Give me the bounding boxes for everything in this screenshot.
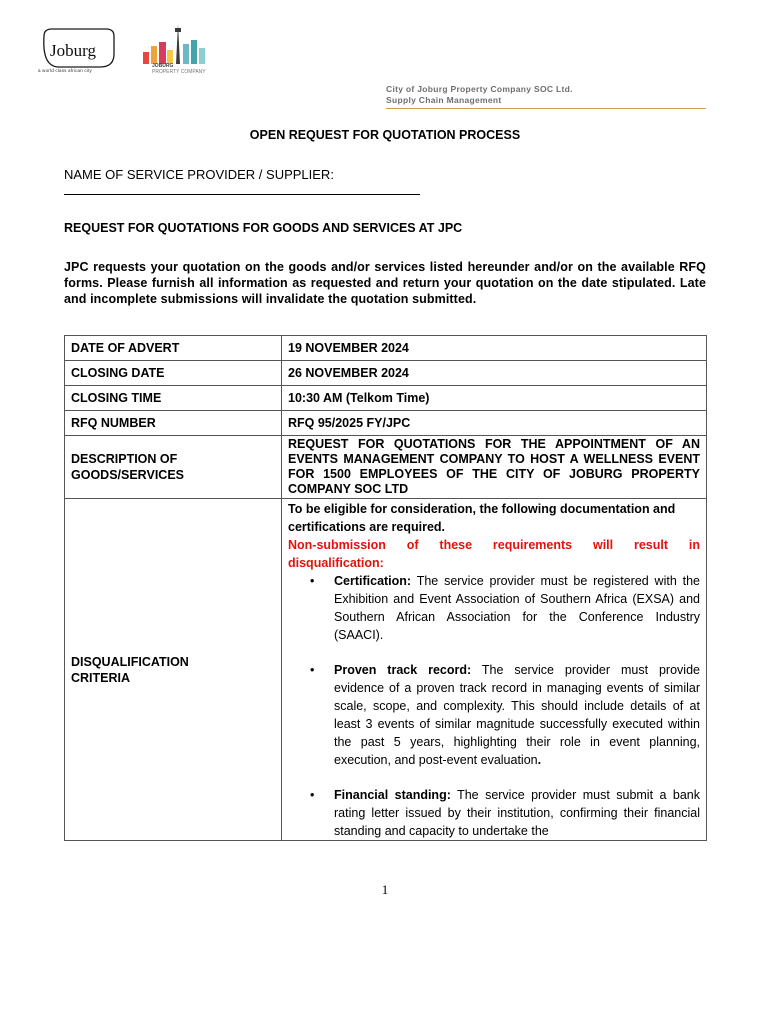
criteria-term: Financial standing: — [334, 788, 451, 802]
table-row-closing-time — [65, 386, 707, 411]
criteria-text: The service provider must provide evidence of a proven track record in managing events of similar scale, scope, and complexity. This should include details of at least 3 events of similar magnitude successfully executed within the past 5 years, highlighting their role in event planning, execution, and post-event evaluation — [334, 663, 700, 767]
disqualification-criteria — [282, 499, 707, 841]
jpc-logo-name: JOBURG — [152, 63, 174, 69]
closing-time-value: 10:30 AM (Telkom Time) — [282, 386, 707, 411]
disqualification-label — [65, 499, 282, 841]
warning-word: requirements — [492, 538, 573, 552]
warning-word: will — [592, 538, 614, 552]
document-title: OPEN REQUEST FOR QUOTATION PROCESS — [249, 128, 521, 142]
joburg-wordmark: Joburg — [50, 41, 96, 60]
bullet-icon: • — [310, 574, 315, 588]
warning-word: result — [633, 538, 669, 552]
intro-paragraph: JPC requests your quotation on the goods and/or services listed hereunder and/or on the available RFQ forms. Please furnish all information as requested and return your quotation on the date stipulated. Late and incomplete submissions will invalidate the quotation submitted. — [64, 260, 706, 306]
criteria-warning-line2: disqualification: — [288, 556, 384, 570]
closing-date-label: CLOSING DATE — [65, 361, 282, 386]
rfq-heading: REQUEST FOR QUOTATIONS FOR GOODS AND SERVICES AT JPC — [64, 221, 463, 235]
table-row-disqualification — [65, 499, 707, 841]
date-of-advert-value: 19 NOVEMBER 2024 — [282, 336, 707, 361]
bullet-icon: • — [310, 663, 315, 677]
criteria-term: Certification: — [334, 574, 412, 588]
warning-word: in — [688, 538, 700, 552]
company-name: City of Joburg Property Company SOC Ltd. — [386, 84, 573, 94]
criteria-list — [288, 572, 700, 840]
criteria-intro: To be eligible for consideration, the following documentation and certifications are required. — [288, 502, 676, 534]
date-of-advert-label: DATE OF ADVERT — [65, 336, 282, 361]
table-row-closing-date — [65, 361, 707, 386]
criteria-term: Proven track record: — [334, 663, 472, 677]
criteria-text: The service provider must be registered with the Exhibition and Event Association of Southern Africa (EXSA) and Southern African Association for the Conference Industry (SAACI). — [334, 574, 700, 642]
header-rule — [386, 108, 706, 109]
list-item — [288, 572, 700, 644]
warning-word: of — [406, 538, 419, 552]
department-name: Supply Chain Management — [386, 95, 502, 105]
list-item — [288, 786, 700, 840]
rfq-number-value: RFQ 95/2025 FY/JPC — [282, 411, 707, 436]
table-row-description — [65, 436, 707, 499]
rfq-details-table — [64, 335, 707, 841]
service-provider-label: NAME OF SERVICE PROVIDER / SUPPLIER: — [64, 167, 334, 182]
service-provider-blank-line — [64, 194, 420, 195]
criteria-text-end: . — [537, 753, 542, 767]
jpc-logo-sub: PROPERTY COMPANY — [152, 68, 206, 75]
list-item — [288, 661, 700, 769]
warning-word: these — [439, 538, 473, 552]
table-row-date-of-advert — [65, 336, 707, 361]
description-label-line1: DESCRIPTION OF — [71, 452, 178, 466]
criteria-warning — [288, 536, 700, 572]
disqualification-label-line1: DISQUALIFICATION — [71, 654, 189, 669]
disqualification-label-line2: CRITERIA — [71, 670, 131, 685]
description-label — [65, 436, 282, 499]
page-number: 1 — [381, 882, 389, 897]
criteria-text: The service provider must submit a bank rating letter issued by their institution, confirming their financial standing and capacity to undertake the — [334, 788, 700, 838]
bullet-icon: • — [310, 788, 315, 802]
description-label-line2: GOODS/SERVICES — [71, 468, 184, 482]
table-row-rfq-number — [65, 411, 707, 436]
closing-date-value: 26 NOVEMBER 2024 — [282, 361, 707, 386]
joburg-tagline: a world class african city — [38, 68, 92, 73]
rfq-number-label: RFQ NUMBER — [65, 411, 282, 436]
company-header — [386, 84, 573, 106]
closing-time-label: CLOSING TIME — [65, 386, 282, 411]
description-value: REQUEST FOR QUOTATIONS FOR THE APPOINTMENT OF AN EVENTS MANAGEMENT COMPANY TO HOST A WELLNESS EVENT FOR 1500 EMPLOYEES OF THE CITY OF JOBURG PROPERTY COMPANY SOC LTD — [282, 436, 707, 499]
criteria-warning-line1 — [288, 536, 700, 554]
warning-word: Non-submission — [288, 538, 386, 552]
jpc-logo-text — [152, 64, 206, 75]
